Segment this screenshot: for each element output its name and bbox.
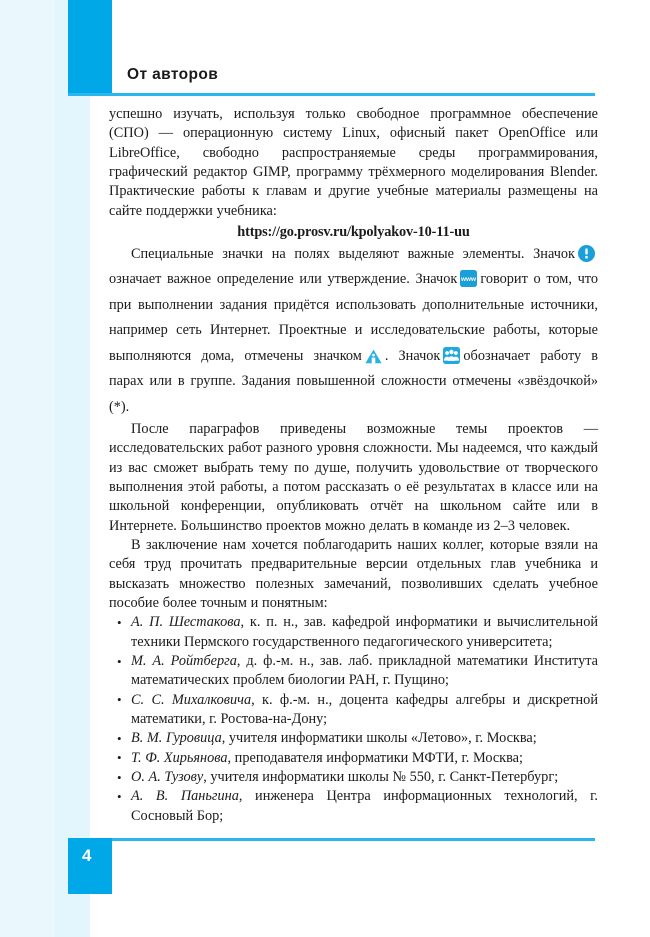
page-title: От авторов: [127, 66, 219, 83]
paragraph-projects: После параграфов приведены возможные темы проектов — исследовательских работ разного уровня сложности. Мы надеемся, что каждый из вас сможет выбрать тему по душе, получить удовольствие от творческого выполнения этой работы, а потом рассказать о её результатах в классе или на школьной конференции, опубликовать отчёт на школьном сайте или в Интернете. Большинство проектов можно делать в команде из 2–3 человек.: [109, 420, 598, 534]
credit-detail: , к. ф.-м. н., доцента кафедры алгебры и дискретной математики, г. Ростова-на-Дону;: [131, 691, 598, 728]
page-header: [112, 60, 595, 95]
support-site-url[interactable]: https://go.prosv.ru/kpolyakov-10-11-uu: [237, 224, 470, 241]
list-item: [109, 691, 598, 730]
credit-detail: , инженера Центра информационных технологий, г. Сосновый Бор;: [131, 788, 598, 824]
credit-name: А. В. Паньгина: [131, 788, 239, 805]
footer-divider: [68, 838, 595, 841]
page-number: 4: [82, 846, 92, 865]
credit-detail: , учителя информатики школы «Летово», г. Москва;: [221, 730, 537, 747]
credit-detail: , преподавателя информатики МФТИ, г. Москва;: [227, 749, 523, 766]
paragraph-acknowledgements-intro: В заключение нам хочется поблагодарить наших коллег, которые взяли на себя труд прочитать предварительные версии отдельных глав учебника и высказать множество полезных замечаний, позволивших сделать учебное пособие более точным и понятным:: [109, 536, 598, 611]
svg-text:www: www: [461, 276, 477, 284]
list-item: [109, 729, 598, 748]
credit-name: В. М. Гуровица: [131, 730, 222, 747]
paragraph-icons-legend: [109, 242, 598, 420]
credit-name: М. А. Ройтберга: [131, 653, 237, 670]
legend-text-1: Специальные значки на полях выделяют важные элементы. Значок: [131, 246, 575, 263]
list-item: [109, 749, 598, 768]
credit-detail: , учителя информатики школы № 550, г. Санкт-Петербург;: [203, 769, 559, 786]
group-icon: [443, 347, 460, 364]
credit-name: О. А. Тузову: [131, 769, 204, 786]
legend-text-2: означает важное определение или утверждение. Значок: [109, 271, 458, 288]
header-accent-block: [68, 0, 112, 95]
page-number-block: [68, 838, 112, 894]
list-item: [109, 652, 598, 691]
legend-text-5: обозначает работу в парах или в группе. Задания повышенной сложности отмечены «звёздочкой» (*).: [109, 347, 598, 415]
legend-text-4: . Значок: [384, 347, 441, 364]
header-divider: [68, 93, 595, 96]
credit-detail: , д. ф.-м. н., зав. лаб. прикладной математики Института математических проблем биологии РАН, г. Пущино;: [131, 653, 598, 689]
credit-name: Т. Ф. Хирьянова: [131, 749, 228, 766]
paragraph-continued: успешно изучать, используя только свободное программное обеспечение (СПО) — операционную систему Linux, офисный пакет OpenOffice или LibreOffice, свободно распространяемые среды программирования, графический редактор GIMP, программу трёхмерного моделирования Blender. Практические работы к главам и другие учебные материалы размещены на сайте поддержки учебника:: [109, 106, 598, 219]
credit-name: А. П. Шестакова: [131, 614, 241, 631]
page-content: [109, 105, 598, 826]
credit-detail: , к. п. н., зав. кафедрой информатики и вычислительной техники Пермского государственного педагогического университета;: [131, 614, 599, 650]
home-icon: [365, 349, 382, 364]
list-item: [109, 613, 598, 652]
page-gutter-strip: [55, 0, 90, 937]
list-item: [109, 768, 598, 787]
page-left-bleed: [0, 0, 55, 937]
legend-text-3: говорит о том, что при выполнении задания придётся использовать дополнительные источники, например сеть Интернет. Проектные и исследовательские работы, которые выполняются дома, отмечены значком: [109, 271, 598, 364]
www-icon: [460, 270, 477, 287]
list-item: [109, 787, 598, 826]
acknowledgements-list: [109, 613, 598, 826]
exclamation-circle-icon: [578, 245, 595, 262]
credit-name: С. С. Михалковича: [131, 691, 252, 708]
